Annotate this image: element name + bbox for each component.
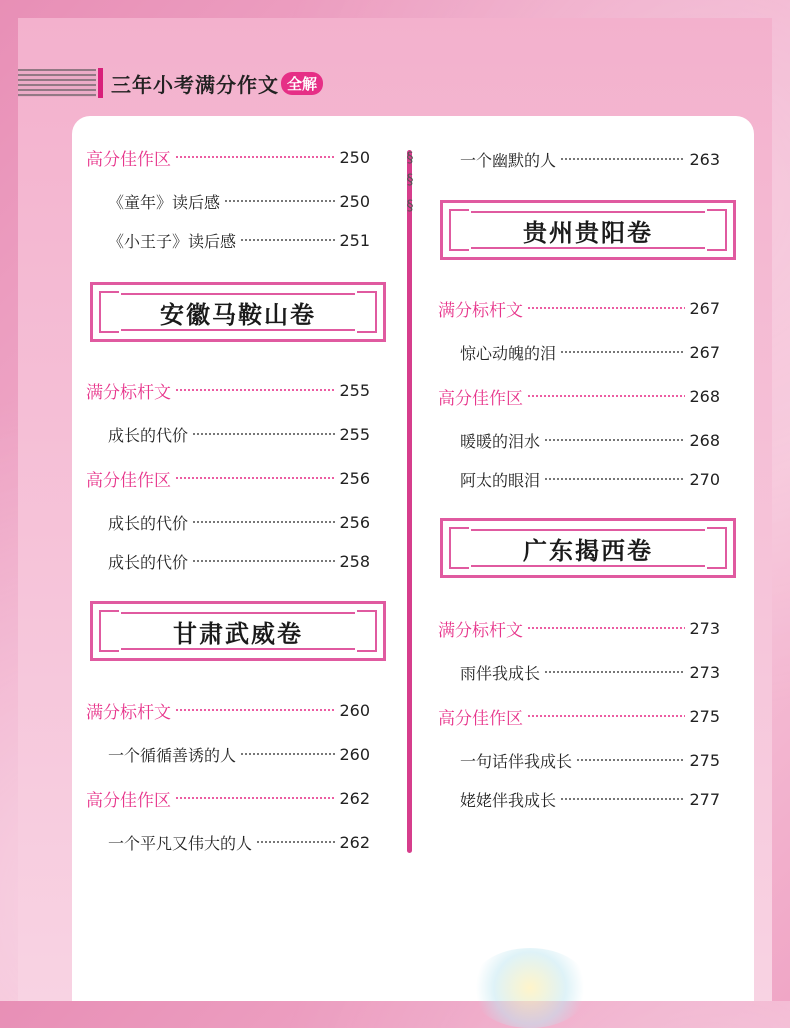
dot-leader xyxy=(175,477,335,479)
banner-title: 甘肃武威卷 xyxy=(173,618,303,648)
dot-leader xyxy=(192,560,335,562)
header-stripes xyxy=(18,69,96,97)
entry-page: 275 xyxy=(689,750,720,770)
entry-page: 251 xyxy=(339,230,370,250)
dot-leader xyxy=(256,841,335,843)
book-header xyxy=(18,66,772,100)
entry-page: 262 xyxy=(339,788,370,808)
region-banner xyxy=(440,518,736,578)
entry-label: 高分佳作区 xyxy=(86,149,171,170)
dot-leader xyxy=(175,797,335,799)
dot-leader xyxy=(240,239,335,241)
entry-label: 成长的代价 xyxy=(108,513,189,533)
entry-page: 267 xyxy=(689,342,720,362)
entry-page: 268 xyxy=(689,430,720,450)
dot-leader xyxy=(544,478,685,480)
toc-entry[interactable] xyxy=(460,787,720,811)
entry-label: 暖暖的泪水 xyxy=(460,431,541,451)
entry-page: 256 xyxy=(339,512,370,532)
knot-ornament-icon: § xyxy=(406,172,414,188)
entry-page: 267 xyxy=(689,298,720,318)
entry-page: 273 xyxy=(689,618,720,638)
book-title-badge: 全解 xyxy=(281,72,323,95)
region-banner xyxy=(90,601,386,661)
dot-leader xyxy=(560,158,685,160)
entry-label: 成长的代价 xyxy=(108,425,189,445)
entry-label: 《小王子》读后感 xyxy=(108,231,237,251)
toc-entry[interactable] xyxy=(460,748,720,772)
entry-page: 268 xyxy=(689,386,720,406)
entry-page: 275 xyxy=(689,706,720,726)
entry-page: 277 xyxy=(689,789,720,809)
toc-entry[interactable] xyxy=(108,228,370,252)
entry-page: 256 xyxy=(339,468,370,488)
entry-label: 高分佳作区 xyxy=(86,790,171,811)
entry-page: 255 xyxy=(339,424,370,444)
toc-section-entry[interactable] xyxy=(86,145,370,169)
column-divider xyxy=(407,150,412,853)
dot-leader xyxy=(527,307,685,309)
toc-section-entry[interactable] xyxy=(438,704,720,728)
entry-label: 一句话伴我成长 xyxy=(460,751,573,771)
entry-page: 270 xyxy=(689,469,720,489)
entry-page: 260 xyxy=(339,744,370,764)
toc-section-entry[interactable] xyxy=(86,378,370,402)
toc-section-entry[interactable] xyxy=(438,384,720,408)
dot-leader xyxy=(175,156,335,158)
entry-page: 250 xyxy=(339,147,370,167)
dot-leader xyxy=(576,759,685,761)
region-banner xyxy=(440,200,736,260)
entry-page: 260 xyxy=(339,700,370,720)
toc-entry[interactable] xyxy=(108,742,370,766)
knot-ornament-icon: § xyxy=(406,198,414,214)
entry-label: 姥姥伴我成长 xyxy=(460,790,557,810)
entry-page: 255 xyxy=(339,380,370,400)
dot-leader xyxy=(192,521,335,523)
entry-label: 一个平凡又伟大的人 xyxy=(108,833,253,853)
dot-leader xyxy=(544,671,685,673)
entry-label: 高分佳作区 xyxy=(438,708,523,729)
entry-label: 高分佳作区 xyxy=(438,388,523,409)
toc-entry[interactable] xyxy=(108,422,370,446)
entry-page: 263 xyxy=(689,149,720,169)
entry-label: 一个循循善诱的人 xyxy=(108,745,237,765)
knot-ornament-icon: § xyxy=(406,150,414,166)
entry-label: 惊心动魄的泪 xyxy=(460,343,557,363)
dot-leader xyxy=(560,798,685,800)
entry-page: 258 xyxy=(339,551,370,571)
header-accent-bar xyxy=(98,68,103,98)
dot-leader xyxy=(175,709,335,711)
toc-entry[interactable] xyxy=(108,549,370,573)
entry-label: 满分标杆文 xyxy=(438,620,523,641)
toc-section-entry[interactable] xyxy=(86,698,370,722)
entry-label: 雨伴我成长 xyxy=(460,663,541,683)
toc-entry[interactable] xyxy=(108,510,370,534)
dot-leader xyxy=(240,753,335,755)
toc-entry[interactable] xyxy=(108,189,370,213)
book-title: 三年小考满分作文 xyxy=(111,72,279,97)
entry-label: 满分标杆文 xyxy=(438,300,523,321)
entry-label: 满分标杆文 xyxy=(86,702,171,723)
entry-label: 一个幽默的人 xyxy=(460,150,557,170)
entry-label: 成长的代价 xyxy=(108,552,189,572)
toc-entry[interactable] xyxy=(460,428,720,452)
entry-label: 阿太的眼泪 xyxy=(460,470,541,490)
toc-entry[interactable] xyxy=(460,660,720,684)
entry-page: 250 xyxy=(339,191,370,211)
dot-leader xyxy=(527,715,685,717)
entry-page: 262 xyxy=(339,832,370,852)
banner-title: 安徽马鞍山卷 xyxy=(160,299,316,329)
dot-leader xyxy=(224,200,335,202)
toc-section-entry[interactable] xyxy=(438,296,720,320)
toc-entry[interactable] xyxy=(460,147,720,171)
toc-section-entry[interactable] xyxy=(86,466,370,490)
dot-leader xyxy=(560,351,685,353)
banner-title: 贵州贵阳卷 xyxy=(523,217,653,247)
entry-page: 273 xyxy=(689,662,720,682)
dot-leader xyxy=(544,439,685,441)
region-banner xyxy=(90,282,386,342)
toc-section-entry[interactable] xyxy=(86,786,370,810)
entry-label: 满分标杆文 xyxy=(86,382,171,403)
toc-entry[interactable] xyxy=(108,830,370,854)
toc-entry[interactable] xyxy=(460,340,720,364)
entry-label: 高分佳作区 xyxy=(86,470,171,491)
dot-leader xyxy=(175,389,335,391)
entry-label: 《童年》读后感 xyxy=(108,192,221,212)
toc-section-entry[interactable] xyxy=(438,616,720,640)
dot-leader xyxy=(192,433,335,435)
banner-title: 广东揭西卷 xyxy=(523,535,653,565)
decorative-blob xyxy=(470,948,590,1028)
dot-leader xyxy=(527,395,685,397)
toc-entry[interactable] xyxy=(460,467,720,491)
dot-leader xyxy=(527,627,685,629)
